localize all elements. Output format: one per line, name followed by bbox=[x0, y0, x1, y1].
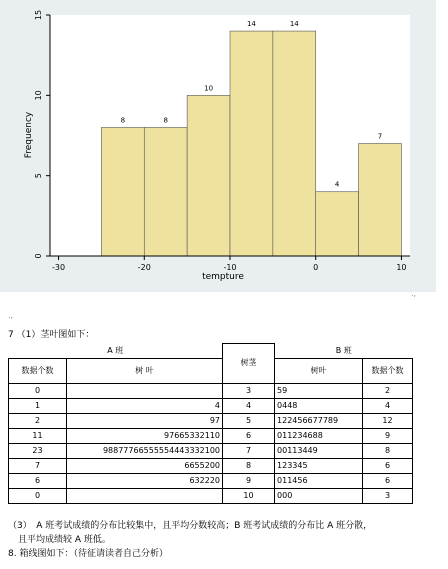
table-row bbox=[9, 473, 413, 488]
histogram-bar bbox=[144, 127, 187, 256]
table-row bbox=[9, 443, 413, 458]
b-leaf: 123345 bbox=[275, 458, 363, 473]
b-leaf: 000 bbox=[275, 488, 363, 503]
table-row bbox=[9, 413, 413, 428]
b-leaf: 011456 bbox=[275, 473, 363, 488]
b-leaf: 122456677789 bbox=[275, 413, 363, 428]
b-count: 9 bbox=[363, 428, 413, 443]
a-count: 7 bbox=[9, 458, 67, 473]
a-leaf: 4 bbox=[67, 398, 223, 413]
a-leaf: 632220 bbox=[67, 473, 223, 488]
b-count: 2 bbox=[363, 383, 413, 398]
stem: 5 bbox=[223, 413, 275, 428]
a-leaf: 97 bbox=[67, 413, 223, 428]
header-stem: 树茎 bbox=[223, 344, 275, 384]
header-leaf-a: 树 叶 bbox=[67, 358, 223, 383]
q3-answer-line-2: 且平均成绩较 A 班低。 bbox=[18, 535, 111, 545]
stem: 6 bbox=[223, 428, 275, 443]
table-header-row-classes bbox=[9, 344, 413, 359]
b-leaf: 59 bbox=[275, 383, 363, 398]
b-leaf: 0448 bbox=[275, 398, 363, 413]
table-row bbox=[9, 383, 413, 398]
histogram-bar bbox=[359, 144, 402, 256]
blank-line-mark: ., bbox=[8, 311, 14, 320]
header-count-b: 数据个数 bbox=[363, 358, 413, 383]
header-leaf-b: 树叶 bbox=[275, 358, 363, 383]
a-count: 2 bbox=[9, 413, 67, 428]
histogram-bar bbox=[187, 95, 230, 256]
y-tick-label: 15 bbox=[34, 9, 43, 21]
a-count: 6 bbox=[9, 473, 67, 488]
bar-value-label: 14 bbox=[289, 20, 299, 29]
header-class-b: B 班 bbox=[275, 344, 413, 359]
histogram-bar bbox=[316, 192, 359, 256]
b-count: 6 bbox=[363, 458, 413, 473]
table-row bbox=[9, 488, 413, 503]
bar-value-label: 4 bbox=[334, 180, 340, 189]
b-count: 4 bbox=[363, 398, 413, 413]
x-axis-label: tempture bbox=[202, 272, 244, 282]
y-tick-label: 0 bbox=[34, 253, 43, 259]
x-tick-label: 0 bbox=[313, 263, 319, 272]
bar-value-label: 8 bbox=[120, 116, 126, 125]
y-tick-label: 5 bbox=[34, 173, 43, 179]
bar-value-label: 8 bbox=[163, 116, 168, 125]
x-tick-label: -20 bbox=[137, 263, 151, 272]
stem: 7 bbox=[223, 443, 275, 458]
b-leaf: 011234688 bbox=[275, 428, 363, 443]
b-count: 8 bbox=[363, 443, 413, 458]
b-count: 3 bbox=[363, 488, 413, 503]
stem: 4 bbox=[223, 398, 275, 413]
header-count-a: 数据个数 bbox=[9, 358, 67, 383]
a-count: 0 bbox=[9, 383, 67, 398]
corner-mark: ., bbox=[411, 289, 417, 298]
stem: 8 bbox=[223, 458, 275, 473]
a-count: 0 bbox=[9, 488, 67, 503]
a-count: 11 bbox=[9, 428, 67, 443]
table-row bbox=[9, 398, 413, 413]
stem: 3 bbox=[223, 383, 275, 398]
histogram-bar bbox=[273, 31, 316, 256]
stem: 9 bbox=[223, 473, 275, 488]
stem-leaf-table bbox=[8, 343, 413, 504]
y-tick-label: 10 bbox=[34, 90, 43, 101]
bar-value-label: 7 bbox=[377, 132, 383, 141]
a-leaf: 6655200 bbox=[67, 458, 223, 473]
b-leaf: 00113449 bbox=[275, 443, 363, 458]
b-count: 6 bbox=[363, 473, 413, 488]
table-row bbox=[9, 458, 413, 473]
a-leaf bbox=[67, 383, 223, 398]
a-leaf: 97665332110 bbox=[67, 428, 223, 443]
stem: 10 bbox=[223, 488, 275, 503]
table-header-row-columns bbox=[9, 358, 413, 383]
y-axis-label: Frequency bbox=[24, 111, 34, 159]
q3-answer-line-1: （3） A 班考试成绩的分布比较集中，且平均分数较高；B 班考试成绩的分布比 A 班分散， bbox=[8, 521, 373, 531]
bar-value-label: 10 bbox=[204, 84, 214, 93]
a-count: 23 bbox=[9, 443, 67, 458]
table-row bbox=[9, 428, 413, 443]
x-tick-label: -30 bbox=[52, 263, 66, 272]
q8-line: 8. 箱线图如下：（待征请读者自己分析） bbox=[8, 549, 168, 559]
histogram-bar bbox=[101, 127, 144, 256]
a-count: 1 bbox=[9, 398, 67, 413]
header-class-a: A 班 bbox=[9, 344, 223, 359]
x-tick-label: -10 bbox=[223, 263, 237, 272]
a-leaf bbox=[67, 488, 223, 503]
b-count: 12 bbox=[363, 413, 413, 428]
a-leaf: 98877766555554443332100 bbox=[67, 443, 223, 458]
bar-value-label: 14 bbox=[246, 20, 256, 29]
histogram-bar bbox=[230, 31, 273, 256]
x-tick-label: 10 bbox=[396, 263, 407, 272]
q7-heading: 7 （1）茎叶图如下： bbox=[8, 330, 95, 340]
